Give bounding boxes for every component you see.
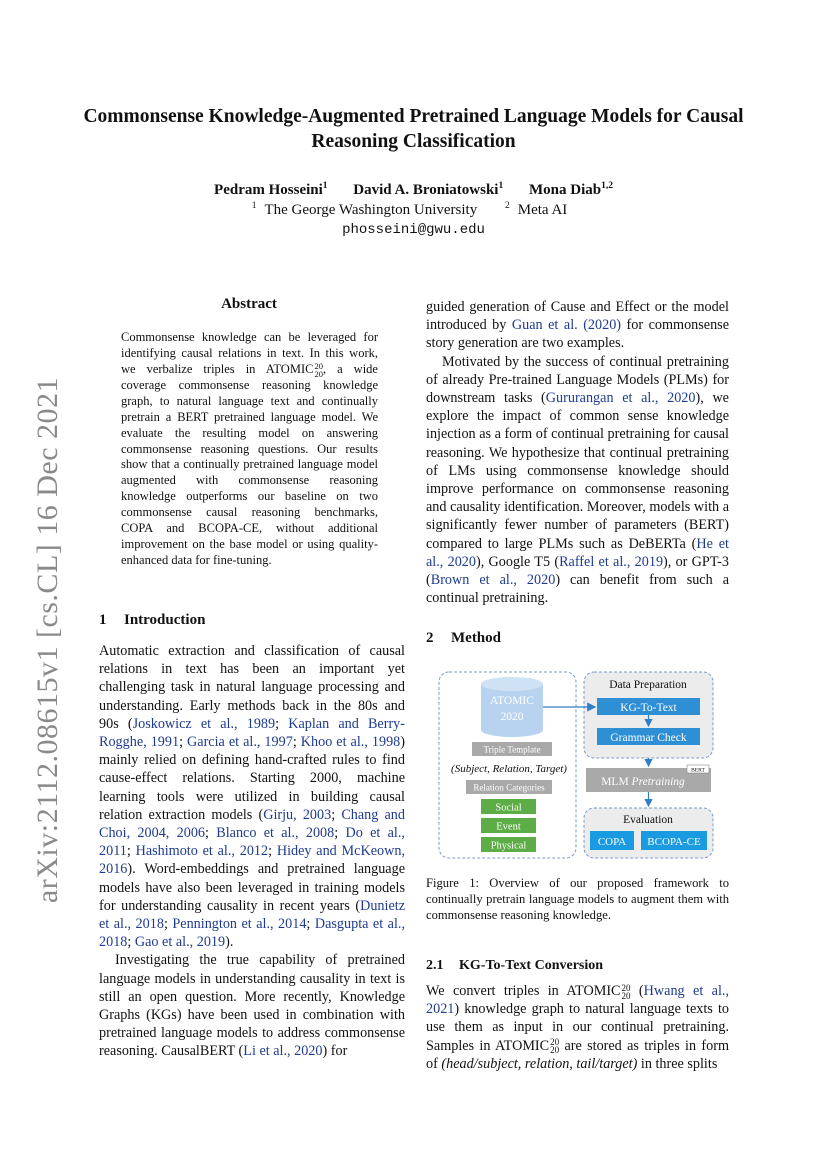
- abstract-heading: Abstract: [221, 296, 277, 312]
- citation-link[interactable]: Hwang et al., 2021: [426, 983, 729, 1018]
- paragraph: We convert triples in ATOMIC 20 20 (Hwang et al., 2021) knowledge graph to natural language texts to use them as input in our continual pretraining. Samples in ATOMIC 20 20 are stored as triples in form of (head/subject, relation, tail/target) in three splits: [426, 982, 729, 1072]
- citation-link[interactable]: Pennington et al., 2014: [172, 916, 307, 933]
- figure-caption: Figure 1: Overview of our proposed framework to continually pretrain language models to augment them with commonsense reasoning knowledge.: [426, 876, 729, 922]
- citation-link[interactable]: Girju, 2003: [263, 806, 332, 823]
- relation-categories-label: Relation Categories: [473, 782, 545, 793]
- category-label: Physical: [490, 840, 527, 852]
- subsection-body: [426, 982, 729, 1073]
- author: Pedram Hosseini$^1$: [214, 181, 328, 198]
- triple-template-label: Triple Template: [483, 744, 541, 755]
- subsection-heading: 2.1 KG-To-Text Conversion: [426, 958, 604, 973]
- citation-link[interactable]: Dasgupta et al., 2018: [99, 916, 405, 951]
- data-prep-label: Data Preparation: [609, 679, 687, 691]
- copa-label: COPA: [597, 836, 627, 848]
- paper-title: Commonsense Knowledge-Augmented Pretrained Language Models for Causal Reasoning Classification: [83, 106, 744, 152]
- citation-link[interactable]: Garcia et al., 1997: [187, 734, 293, 751]
- method-heading: 2 Method: [426, 630, 501, 646]
- atomic-database-icon: [481, 677, 543, 737]
- intro-heading: 1 Introduction: [99, 612, 206, 628]
- citation-link[interactable]: Guan et al. (2020): [511, 317, 622, 334]
- evaluation-label: Evaluation: [623, 814, 673, 826]
- citation-link[interactable]: Joskowicz et al., 1989: [132, 715, 276, 732]
- framework-diagram: [437, 670, 717, 860]
- citation-link[interactable]: Raffel et al., 2019: [559, 553, 664, 570]
- mlm-label: MLM Pretraining: [601, 776, 685, 788]
- affiliation: $^1$ The George Washington University: [251, 201, 478, 218]
- citation-link[interactable]: Do et al., 2011: [99, 825, 405, 860]
- abstract-body: Commonsense knowledge can be leveraged for identifying causal relations in text. In this work, we verbalize triples in ATOMIC 20 20 , a wide coverage commonsense reasoning knowledge graph, to natural language text and continually pretrain a BERT pretrained language model. We evaluate the resulting model on answering commonsense reasoning questions. Our results show that a continually pretrained language model augmented with commonsense reasoning knowledge outperforms our baseline on two commonsense causal reasoning benchmarks, COPA and BCOPA-CE, without additional improvement on the base model or using quality-enhanced data for fine-tuning.: [121, 330, 378, 567]
- citation-link[interactable]: Chang and Choi, 2004, 2006: [99, 806, 405, 842]
- arxiv-id: arXiv:2112.08615v1 [cs.CL] 16 Dec 2021: [31, 376, 65, 904]
- citation-link[interactable]: Dunietz et al., 2018: [99, 897, 405, 933]
- paragraph: Investigating the true capability of pretrained language models in understanding causality in text is still an open question. More recently, Knowledge Graphs (KGs) have been used in combination with pretrained language models to address commonsense reasoning. CausalBERT (Li et al., 2020) for: [99, 952, 405, 1060]
- bcopa-label: BCOPA-CE: [647, 836, 701, 848]
- author-list: [80, 182, 747, 199]
- category-label: Event: [496, 821, 521, 833]
- paragraph: Motivated by the success of continual pretraining of already Pre-trained Language Models (PLMs) for downstream tasks (Gururangan et al., 2020), we explore the impact of common sense knowledge injection as a form of continual pretraining for causal reasoning. We hypothesize that continual pretraining of LMs using commonsense knowledge should improve performance on commonsense reasoning and causality identification. Moreover, models with a significantly fewer number of parameters (BERT) compared to large PLMs such as DeBERTa (He et al., 2020), Google T5 (Raffel et al., 2019), or GPT-3 (Brown et al., 2020) can benefit from such a continual pretraining.: [426, 353, 729, 607]
- arxiv-stamp: [18, 376, 78, 904]
- author-email[interactable]: phosseini@gwu.edu: [342, 222, 485, 238]
- intro-body: [99, 642, 405, 1061]
- citation-link[interactable]: Hashimoto et al., 2012: [135, 843, 269, 860]
- category-label: Social: [495, 802, 522, 814]
- affiliation: $^2$ Meta AI: [504, 201, 568, 218]
- bert-tag-label: BERT: [691, 767, 705, 774]
- triple-text: (Subject, Relation, Target): [451, 763, 567, 775]
- citation-link[interactable]: Li et al., 2020: [243, 1043, 323, 1060]
- citation-link[interactable]: Gao et al., 2019: [134, 934, 226, 951]
- citation-link[interactable]: Khoo et al., 1998: [300, 734, 401, 751]
- db-label-1: ATOMIC: [490, 695, 534, 707]
- citation-link[interactable]: Kaplan and Berry-Rogghe, 1991: [99, 715, 405, 751]
- author: David A. Broniatowski$^1$: [353, 181, 504, 198]
- citation-link[interactable]: He et al., 2020: [426, 535, 729, 570]
- author: Mona Diab$^{1,2}$: [528, 181, 613, 198]
- kg-to-text-label: KG-To-Text: [620, 702, 677, 714]
- citation-link[interactable]: Gururangan et al., 2020: [545, 390, 696, 407]
- affiliations: [80, 202, 747, 219]
- paragraph: Automatic extraction and classification of causal relations in text has been an important yet challenging task in natural language processing and understanding. Early methods back in the 80s and 90s (Joskowicz et al., 1989; Kaplan and Berry-Rogghe, 1991; Garcia et al., 1997; Khoo et al., 1998) mainly relied on defining hand-crafted rules to find cause-effect relations. Starting 2000, machine learning tools were utilized in building causal relation extraction models (Girju, 2003; Chang and Choi, 2004, 2006; Blanco et al., 2008; Do et al., 2011; Hashimoto et al., 2012; Hidey and McKeown, 2016). Word-embeddings and pretrained language models have also been leveraged in training models for understanding causality in recent years (Dunietz et al., 2018; Pennington et al., 2014; Dasgupta et al., 2018; Gao et al., 2019).: [99, 643, 405, 951]
- paragraph: guided generation of Cause and Effect or the model introduced by Guan et al. (2020) for commonsense story generation are two examples.: [426, 299, 729, 352]
- citation-link[interactable]: Hidey and McKeown, 2016: [99, 843, 405, 878]
- db-label-2: 2020: [500, 711, 524, 723]
- citation-link[interactable]: Brown et al., 2020: [430, 572, 556, 589]
- grammar-check-label: Grammar Check: [610, 732, 687, 744]
- citation-link[interactable]: Blanco et al., 2008: [216, 825, 335, 842]
- figure-1: [437, 670, 717, 860]
- intro-body-continued: [426, 298, 729, 607]
